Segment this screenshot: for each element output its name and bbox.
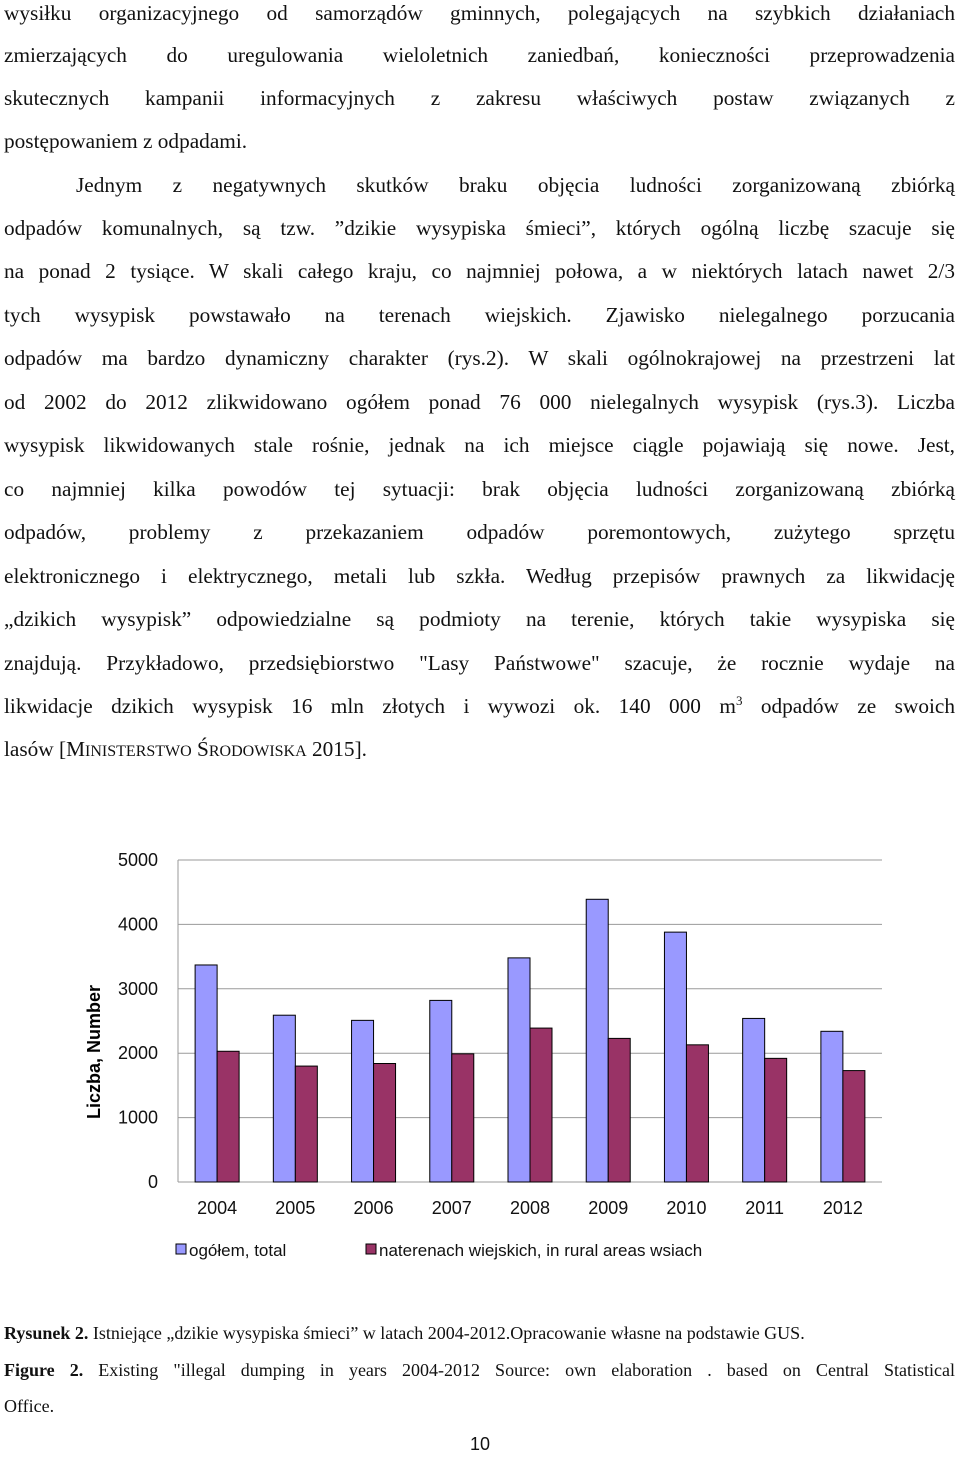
paragraph-line: „dzikich wysypisk” odpowiedzialne są podmioty na terenie, których takie wysypiska się: [4, 607, 955, 631]
paragraph-line: odpadów komunalnych, są tzw. ”dzikie wysypiska śmieci”, których ogólną liczbę szacuje się: [4, 216, 955, 240]
bar-chart: [0, 830, 960, 1280]
caption-text: Istniejące „dzikie wysypiska śmieci” w latach 2004-2012.Opracowanie własne na podstawie GUS.: [88, 1323, 805, 1343]
line-text: Ś: [191, 737, 209, 761]
chart-legend: [176, 1241, 702, 1260]
y-tick-label: 4000: [117, 914, 158, 935]
small-caps: RODOWISKA: [208, 743, 307, 760]
legend-swatch: [366, 1244, 376, 1254]
caption-text: Existing "illegal dumping in years 2004-2012 Source: own elaboration . based on Central Statistical: [83, 1360, 955, 1380]
bar-total: [352, 1020, 374, 1182]
bar-total: [195, 965, 217, 1182]
paragraph-line: Jednym z negatywnych skutków braku objęcia ludności zorganizowaną zbiórką: [76, 173, 955, 197]
x-tick-label: 2007: [431, 1198, 472, 1218]
bar-rural: [452, 1054, 474, 1182]
paragraph-line: znajdują. Przykładowo, przedsiębiorstwo "Lasy Państwowe" szacuje, że rocznie wydaje na: [4, 651, 955, 675]
figure-caption-en-cont: Office.: [4, 1396, 55, 1416]
chart-bars: [195, 899, 865, 1182]
paragraph-line: co najmniej kilka powodów tej sytuacji: brak objęcia ludności zorganizowaną zbiórką: [4, 477, 955, 501]
x-tick-label: 2011: [745, 1198, 785, 1218]
bar-rural: [530, 1028, 552, 1182]
paragraph-line: tych wysypisk powstawało na terenach wiejskich. Zjawisko nielegalnego porzucania: [4, 303, 955, 327]
paragraph-line: na ponad 2 tysiące. W skali całego kraju, co najmniej połowa, a w niektórych latach nawet 2/3: [4, 259, 955, 283]
bar-rural: [608, 1038, 630, 1182]
y-tick-label: 5000: [117, 850, 158, 870]
small-caps: INISTERSTWO: [85, 743, 192, 760]
bar-rural: [295, 1066, 317, 1182]
bar-total: [821, 1031, 843, 1182]
bar-rural: [374, 1064, 396, 1182]
paragraph-line: odpadów ma bardzo dynamiczny charakter (rys.2). W skali ogólnokrajowej na przestrzeni lat: [4, 346, 955, 370]
bar-rural: [765, 1058, 787, 1182]
page-number: 10: [469, 1434, 491, 1454]
paragraph-line: [4, 691, 955, 721]
bar-rural: [217, 1051, 239, 1182]
y-tick-labels: [118, 850, 158, 1192]
bar-total: [273, 1015, 295, 1182]
caption-label: Figure 2.: [4, 1360, 84, 1380]
bar-total: [508, 958, 530, 1182]
x-tick-label: 2009: [588, 1198, 629, 1218]
superscript: 3: [735, 692, 743, 708]
paragraph-line: postępowaniem z odpadami.: [4, 129, 248, 153]
paragraph-line: odpadów, problemy z przekazaniem odpadów poremontowych, zużytego sprzętu: [4, 520, 955, 544]
line-text: 2015].: [306, 737, 367, 761]
paragraph-line: od 2002 do 2012 zlikwidowano ogółem ponad 76 000 nielegalnych wysypisk (rys.3). Liczba: [4, 390, 955, 414]
paragraph-line: elektronicznego i elektrycznego, metali lub szkła. Według przepisów prawnych za likwidację: [4, 564, 955, 588]
line-text: odpadów ze swoich: [742, 694, 955, 718]
legend-label: naterenach wiejskich, in rural areas wsiach: [379, 1241, 703, 1260]
paragraph-line: skutecznych kampanii informacyjnych z zakresu właściwych postaw związanych z: [4, 86, 955, 110]
bar-rural: [686, 1045, 708, 1182]
figure-caption-en: [4, 1357, 955, 1383]
bar-total: [743, 1018, 765, 1182]
x-tick-label: 2008: [509, 1198, 551, 1218]
paragraph-line: zmierzających do uregulowania wieloletnich zaniedbań, konieczności przeprowadzenia: [4, 43, 955, 67]
y-tick-label: 2000: [117, 1043, 158, 1064]
bar-total: [664, 932, 686, 1182]
x-tick-label: 2012: [822, 1198, 863, 1218]
x-tick-label: 2010: [666, 1198, 707, 1218]
paragraph-line: wysypisk likwidowanych stale rośnie, jednak na ich miejsce ciągle pojawiają się nowe. Jest,: [4, 433, 955, 457]
bar-total: [430, 1000, 452, 1182]
paragraph-line: [4, 734, 955, 767]
legend-label: ogółem, total: [189, 1241, 287, 1260]
x-tick-labels: [197, 1198, 863, 1218]
y-axis-label: Liczba, Number: [84, 984, 104, 1120]
y-tick-label: 0: [147, 1172, 158, 1192]
x-tick-label: 2004: [197, 1198, 238, 1218]
x-tick-label: 2006: [353, 1198, 394, 1218]
legend-swatch: [176, 1244, 186, 1254]
caption-label: Rysunek 2.: [4, 1323, 89, 1343]
line-text: lasów [M: [4, 737, 86, 761]
y-tick-label: 1000: [117, 1107, 158, 1128]
y-tick-label: 3000: [117, 978, 158, 999]
line-text: likwidacje dzikich wysypisk 16 mln złotych i wywozi ok. 140 000 m: [4, 694, 736, 718]
bar-rural: [843, 1071, 865, 1182]
figure-caption-pl: [4, 1320, 955, 1346]
paragraph-line: wysiłku organizacyjnego od samorządów gminnych, polegających na szybkich działaniach: [4, 1, 955, 25]
x-tick-label: 2005: [275, 1198, 316, 1218]
bar-total: [586, 899, 608, 1182]
